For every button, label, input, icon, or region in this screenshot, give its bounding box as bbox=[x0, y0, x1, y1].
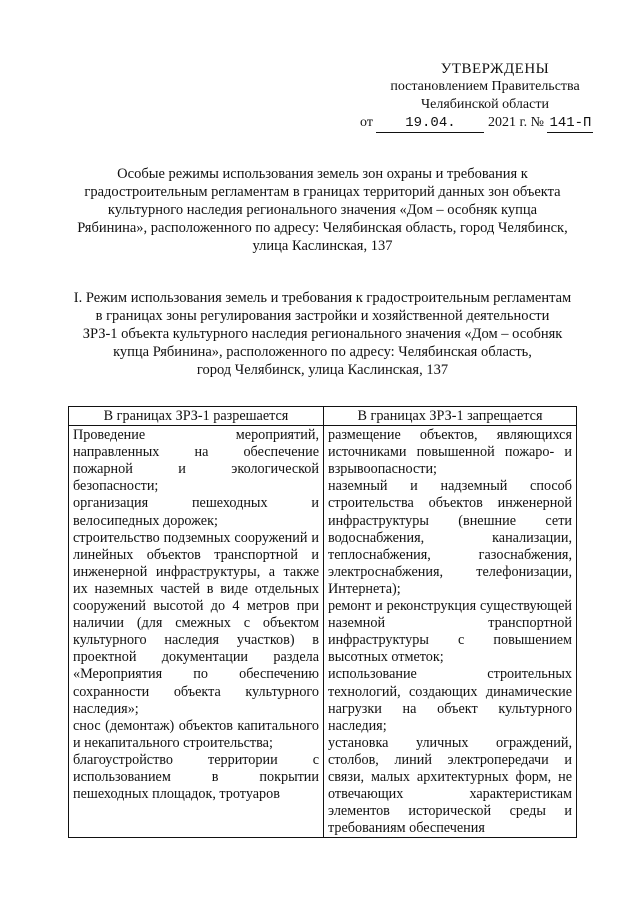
approval-title: УТВЕРЖДЕНЫ bbox=[440, 61, 550, 77]
date-field bbox=[376, 114, 484, 133]
date-prefix: от bbox=[360, 115, 373, 130]
heading-line-4: Рябинина», расположенного по адресу: Челябинская область, город Челябинск, bbox=[77, 220, 568, 236]
forbidden-item: ремонт и реконструкция существующей наземной транспортной инфраструктуры с повышением высотных отметок; bbox=[328, 598, 572, 666]
allowed-item: благоустройство территории с использованием в покрытии пешеходных площадок, тротуаров bbox=[73, 751, 319, 803]
forbidden-cell bbox=[324, 426, 577, 838]
forbidden-column-header: В границах ЗРЗ-1 запрещается bbox=[324, 407, 577, 426]
forbidden-item: использование строительных технологий, создающих динамические нагрузки на объект культурного наследия; bbox=[328, 666, 572, 734]
forbidden-item: наземный и надземный способ строительства объектов инженерной инфраструктуры (внешние сети водоснабжения, канализации, теплоснабжения, газоснабжения, электроснабжения, телефонизации, Интернета); bbox=[328, 478, 572, 597]
zone-regime-table bbox=[68, 406, 577, 838]
heading-line-3: культурного наследия регионального значения «Дом – особняк купца bbox=[107, 202, 538, 218]
date-value: 19.04. bbox=[405, 115, 456, 131]
number-value: 141-П bbox=[549, 115, 592, 131]
section-line-5: город Челябинск, улица Каслинская, 137 bbox=[196, 362, 449, 378]
table-header-row bbox=[69, 407, 577, 426]
section-line-2: в границах зоны регулирования застройки и хозяйственной деятельности bbox=[95, 308, 550, 324]
section-line-3: ЗРЗ-1 объекта культурного наследия регионального значения «Дом – особняк bbox=[82, 326, 563, 342]
allowed-item: Проведение мероприятий, направленных на обеспечение пожарной и экологической безопасности; bbox=[73, 427, 319, 495]
allowed-item: строительство подземных сооружений и линейных объектов транспортной и инженерной инфраструктуры, а также их наземных частей в виде отдельных сооружений высотой до 4 метров при наличии (для смежных с объектом культурного наследия участков) в проектной документации раздела «Мероприятия по обеспечению сохранности объекта культурного наследия»; bbox=[73, 529, 319, 717]
table-row bbox=[69, 426, 577, 838]
section-heading bbox=[60, 289, 585, 379]
allowed-cell bbox=[69, 426, 324, 838]
approval-date-line bbox=[360, 114, 610, 133]
approval-line-1: постановлением Правительства bbox=[390, 79, 580, 94]
allowed-item: организация пешеходных и велосипедных дорожек; bbox=[73, 495, 319, 529]
allowed-column-header: В границах ЗРЗ-1 разрешается bbox=[69, 407, 324, 426]
year-number-label: 2021 г. № bbox=[487, 115, 544, 130]
section-line-1: I. Режим использования земель и требования к градостроительным регламентам bbox=[73, 290, 572, 306]
approval-block bbox=[360, 60, 610, 133]
forbidden-item: размещение объектов, являющихся источниками повышенной пожаро- и взрывоопасности; bbox=[328, 427, 572, 478]
document-heading bbox=[60, 165, 585, 255]
heading-line-2: градостроительным регламентам в границах территорий данных зон объекта bbox=[84, 184, 561, 200]
allowed-item: снос (демонтаж) объектов капитального и некапитального строительства; bbox=[73, 717, 319, 751]
section-line-4: купца Рябинина», расположенного по адресу: Челябинская область, bbox=[113, 344, 532, 360]
heading-line-1: Особые режимы использования земель зон охраны и требования к bbox=[117, 166, 528, 182]
approval-line-2: Челябинской области bbox=[421, 97, 549, 112]
number-field bbox=[547, 114, 593, 133]
heading-line-5: улица Каслинская, 137 bbox=[252, 238, 393, 254]
forbidden-item: установка уличных ограждений, столбов, линий электропередачи и связи, малых архитектурных форм, не отвечающих характеристикам элементов исторической среды и требованиям обеспечения bbox=[328, 734, 572, 837]
